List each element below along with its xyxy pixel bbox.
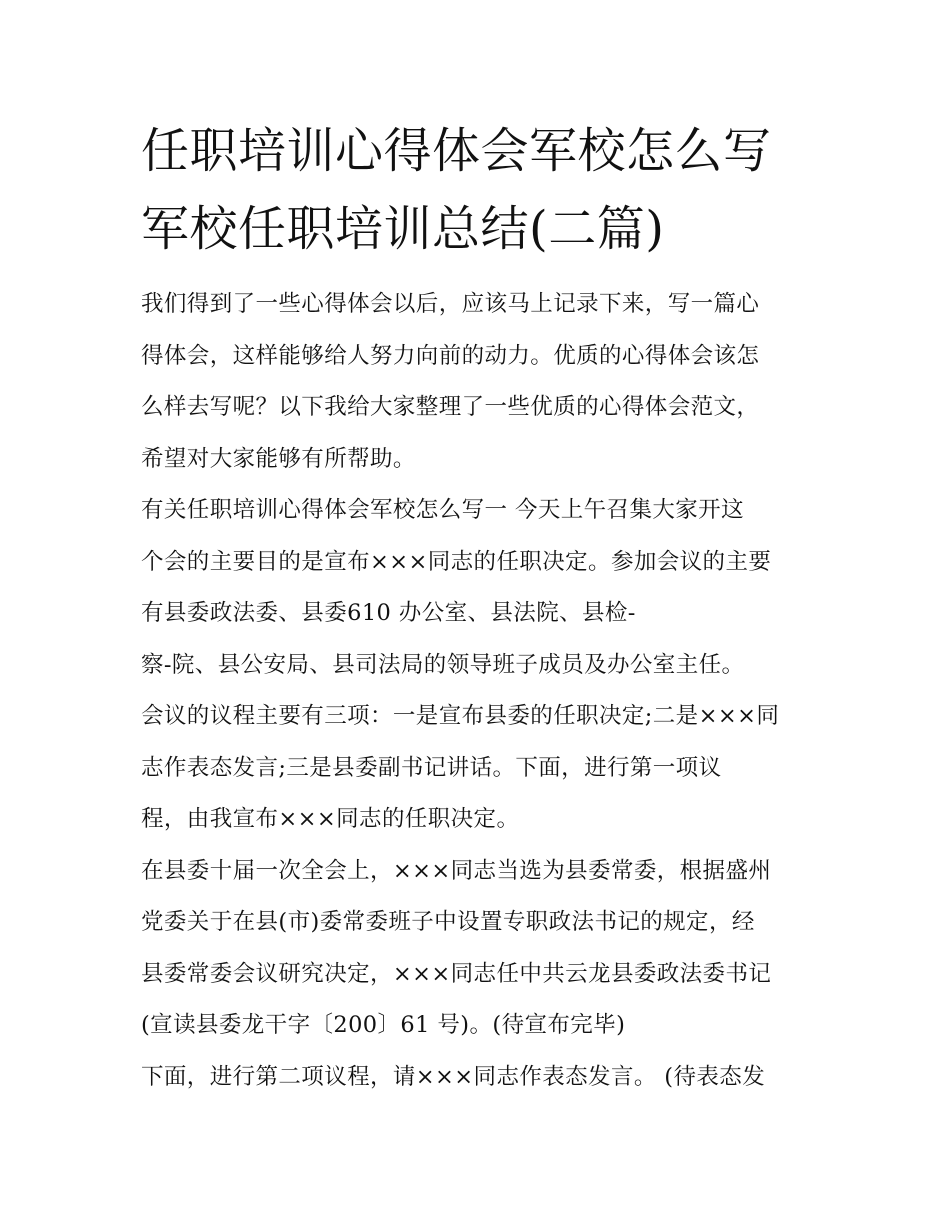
- document-body: [141, 279, 831, 1103]
- body-line: 我们得到了一些心得体会以后，应该马上记录下来，写一篇心: [141, 291, 760, 317]
- body-line: 有关任职培训心得体会军校怎么写一 今天上午召集大家开这: [141, 497, 744, 523]
- body-line: 县委常委会议研究决定，×××同志任中共云龙县委政法委书记: [141, 960, 772, 987]
- body-line: 得体会，这样能够给人努力向前的动力。优质的心得体会该怎: [141, 342, 760, 369]
- body-line: 志作表态发言;三是县委副书记讲话。下面，进行第一项议: [141, 754, 722, 781]
- body-line: 个会的主要目的是宣布×××同志的任职决定。参加会议的主要: [141, 548, 772, 575]
- body-line: 察-院、县公安局、县司法局的领导班子成员及办公室主任。: [141, 651, 745, 678]
- body-line: 会议的议程主要有三项：一是宣布县委的任职决定;二是×××同: [141, 703, 780, 729]
- document-title: [141, 112, 841, 268]
- body-line: 下面，进行第二项议程，请×××同志作表态发言。 (待表态发: [141, 1063, 766, 1090]
- body-line: 么样去写呢？以下我给大家整理了一些优质的心得体会范文，: [141, 394, 760, 420]
- title-line: 军校任职培训总结(二篇): [141, 201, 665, 257]
- title-line: 任职培训心得体会军校怎么写: [141, 123, 772, 179]
- body-line: 党委关于在县(市)委常委班子中设置专职政法书记的规定，经: [141, 909, 755, 935]
- body-line: 在县委十届一次全会上，×××同志当选为县委常委，根据盛州: [141, 857, 772, 884]
- body-line: 有县委政法委、县委610 办公室、县法院、县检-: [141, 600, 636, 626]
- body-line: 希望对大家能够有所帮助。: [141, 445, 416, 472]
- body-line: 程，由我宣布×××同志的任职决定。: [141, 806, 520, 832]
- body-line: (宣读县委龙干字〔200〕61 号)。(待宣布完毕): [141, 1012, 626, 1038]
